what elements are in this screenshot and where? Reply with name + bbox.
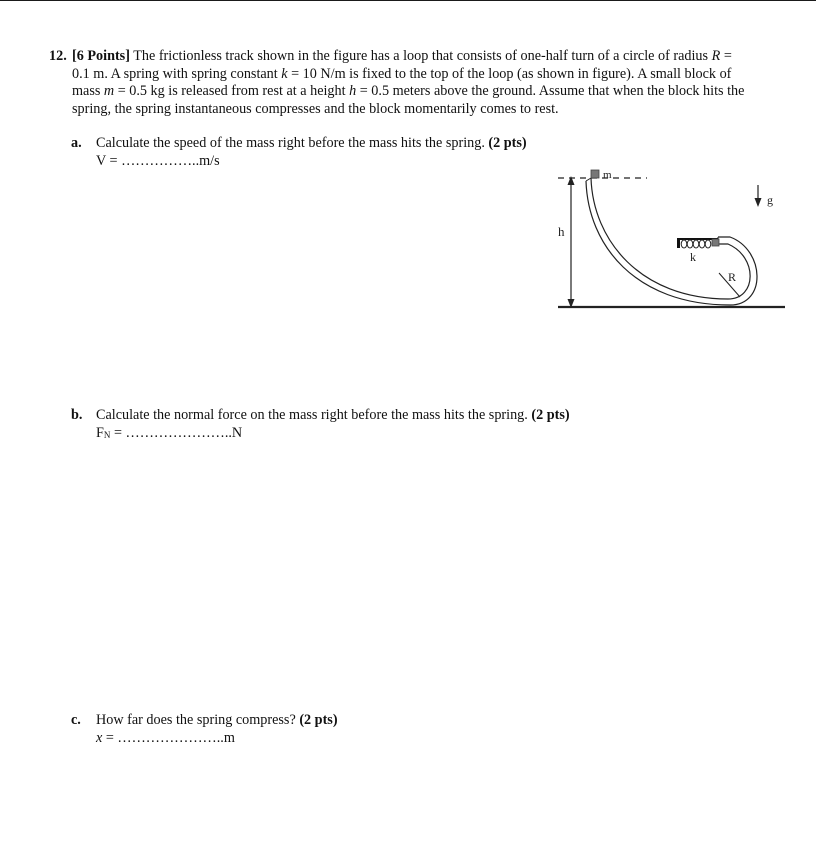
spring-constant-label: k — [690, 250, 696, 264]
part-b-letter: b. — [71, 407, 83, 423]
part-b-answer[interactable]: $F_N$ = …………………..N — [96, 424, 243, 441]
gravity-arrow-head-icon — [755, 198, 762, 207]
problem-statement — [49, 48, 779, 118]
radius-label: R — [728, 270, 737, 284]
page-top-border — [0, 0, 816, 1]
block-at-spring-icon — [712, 239, 719, 246]
part-c — [71, 712, 338, 747]
mass-block-icon — [591, 170, 599, 178]
spring-icon — [681, 240, 711, 248]
part-c-letter: c. — [71, 712, 81, 728]
track-loop-figure — [555, 165, 787, 315]
problem-line-2: 0.1 m. A spring with spring constant k = 10 N/m is fixed to the top of the loop (as shown in figure). A small block of — [72, 65, 732, 82]
part-a-question: Calculate the speed of the mass right before the mass hits the spring. (2 pts) — [96, 135, 527, 151]
answer-blank[interactable]: ………………….. — [117, 729, 224, 746]
answer-blank[interactable]: …………….. — [121, 152, 200, 169]
arrow-head-up-icon — [568, 176, 575, 185]
mass-label: m — [603, 169, 612, 181]
problem-points: [6 Points] — [72, 48, 130, 64]
part-c-question: How far does the spring compress? (2 pts) — [96, 712, 338, 728]
height-label: h — [558, 224, 565, 239]
problem-line-1: [6 Points] The frictionless track shown in the figure has a loop that consists of one-half turn of a circle of radius R = — [72, 48, 732, 64]
part-b-question: Calculate the normal force on the mass right before the mass hits the spring. (2 pts) — [96, 407, 570, 423]
answer-blank[interactable]: ………………….. — [125, 424, 232, 441]
part-c-answer[interactable]: x = …………………..m — [96, 729, 235, 746]
problem-line-3: mass m = 0.5 kg is released from rest at a height h = 0.5 meters above the ground. Assume that when the block hits the — [72, 83, 745, 100]
problem-line-4: spring, the spring instantaneous compresses and the block momentarily comes to rest. — [72, 100, 559, 117]
part-a-answer[interactable]: V = ……………..m/s — [96, 152, 220, 169]
part-a-letter: a. — [71, 135, 82, 151]
part-a — [71, 135, 527, 170]
problem-number: 12. — [49, 48, 67, 64]
gravity-label: g — [767, 193, 773, 207]
part-b — [71, 407, 570, 444]
